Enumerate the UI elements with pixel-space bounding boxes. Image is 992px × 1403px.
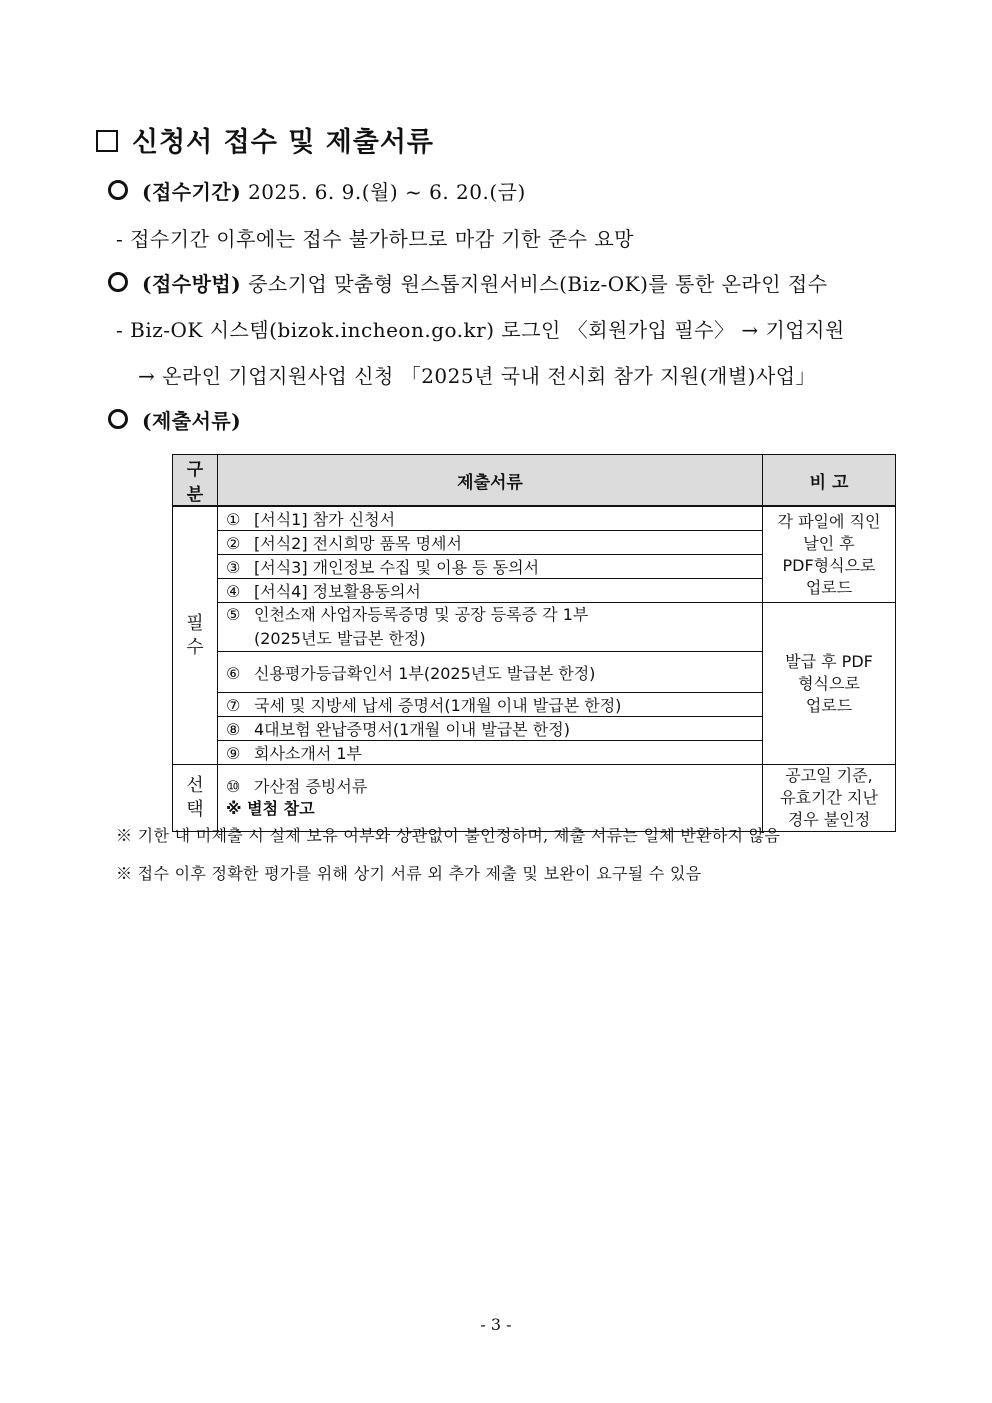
section-heading <box>96 120 434 159</box>
circle-bullet-icon <box>108 409 128 429</box>
remark-line: 유효기간 지난 <box>780 788 878 807</box>
item-text-continued: ※ 별첨 참고 <box>226 799 315 818</box>
item-text-continued: (2025년도 발급본 한정) <box>254 629 426 648</box>
method-line-1: - Biz-OK 시스템(bizok.incheon.go.kr) 로그인 〈회원가입 필수〉 → 기업지원 <box>116 318 845 342</box>
header-remarks: 비 고 <box>763 455 896 507</box>
table-header-row <box>173 455 896 507</box>
remark-line: 업로드 <box>805 695 853 715</box>
period-value: 2025. 6. 9.(월) ~ 6. 20.(금) <box>248 180 526 204</box>
document-item <box>218 579 763 603</box>
remark-line: 경우 불인정 <box>787 810 871 829</box>
item-number: ⑦ <box>226 696 241 715</box>
item-number: ② <box>226 534 241 553</box>
item-text: 인천소재 사업자등록증명 및 공장 등록증 각 1부 <box>254 605 589 624</box>
category-required-char-2: 수 <box>186 636 204 658</box>
item-text: 가산점 증빙서류 <box>254 777 368 796</box>
page-number: - 3 - <box>480 1315 512 1334</box>
item-number: ① <box>226 510 241 529</box>
circle-bullet-icon <box>108 180 128 200</box>
footnote: ※ 기한 내 미제출 시 실제 보유 여부와 상관없이 불인정하며, 제출 서류는 일체 반환하지 않음 <box>116 826 781 845</box>
category-optional <box>173 765 218 832</box>
remark-line: 업로드 <box>805 577 853 597</box>
heading-text: 신청서 접수 및 제출서류 <box>132 127 435 158</box>
remarks-validity <box>763 765 896 832</box>
document-item <box>218 555 763 579</box>
period-label: (접수기간) <box>142 180 242 204</box>
method-line-2: → 온라인 기업지원사업 신청 「2025년 국내 전시회 참가 지원(개별)사업」 <box>138 364 817 388</box>
remark-line: 공고일 기준, <box>785 766 873 785</box>
remarks-upload-pdf <box>763 603 896 765</box>
table-row <box>173 506 896 531</box>
document-item <box>218 531 763 555</box>
item-text: [서식2] 전시희망 품목 명세서 <box>254 534 462 553</box>
documents-table <box>172 454 896 832</box>
checkbox-square-icon <box>96 130 118 152</box>
header-documents: 제출서류 <box>218 455 763 507</box>
item-number: ⑩ <box>226 777 241 796</box>
item-text: 4대보험 완납증명서(1개월 이내 발급본 한정) <box>254 720 570 739</box>
item-number: ⑨ <box>226 744 241 763</box>
item-number: ⑥ <box>226 663 241 683</box>
category-optional-char-2: 택 <box>186 799 204 820</box>
item-text: 국세 및 지방세 납세 증명서(1개월 이내 발급본 한정) <box>254 696 622 715</box>
item-number: ③ <box>226 558 241 577</box>
method-row <box>108 268 828 297</box>
item-text: [서식1] 참가 신청서 <box>254 510 396 529</box>
document-item <box>218 603 763 652</box>
document-item <box>218 693 763 717</box>
item-text: 회사소개서 1부 <box>254 744 363 763</box>
circle-bullet-icon <box>108 272 128 292</box>
method-label: (접수방법) <box>142 272 242 296</box>
table-row <box>173 603 896 652</box>
document-item <box>218 741 763 765</box>
footnote: ※ 접수 이후 정확한 평가를 위해 상기 서류 외 추가 제출 및 보완이 요구될 수 있음 <box>116 864 702 883</box>
remark-line: 각 파일에 직인 <box>777 511 881 531</box>
header-category: 구분 <box>173 455 218 507</box>
method-value: 중소기업 맞춤형 원스톱지원서비스(Biz-OK)를 통한 온라인 접수 <box>248 272 828 296</box>
item-text: [서식3] 개인정보 수집 및 이용 등 동의서 <box>254 558 540 577</box>
item-number: ⑧ <box>226 720 241 739</box>
period-note: - 접수기간 이후에는 접수 불가하므로 마감 기한 준수 요망 <box>116 227 634 251</box>
remark-line: 형식으로 <box>798 673 860 693</box>
documents-row <box>108 405 241 434</box>
item-number: ④ <box>226 582 241 601</box>
document-item <box>218 717 763 741</box>
category-required-char-1: 필 <box>186 612 204 634</box>
documents-label: (제출서류) <box>142 409 242 433</box>
remark-line: PDF형식으로 <box>782 555 876 575</box>
item-text: [서식4] 정보활용동의서 <box>254 582 421 601</box>
document-item <box>218 765 763 832</box>
item-number: ⑤ <box>226 605 241 624</box>
category-optional-char-1: 선 <box>186 775 204 796</box>
category-required <box>173 506 218 765</box>
remarks-upload-seal <box>763 506 896 603</box>
table-row <box>173 765 896 832</box>
remark-line: 발급 후 PDF <box>785 651 873 671</box>
document-item <box>218 506 763 531</box>
remark-line: 날인 후 <box>803 533 855 553</box>
item-text: 신용평가등급확인서 1부(2025년도 발급본 한정) <box>254 663 596 683</box>
document-item <box>218 652 763 693</box>
period-row <box>108 176 526 205</box>
